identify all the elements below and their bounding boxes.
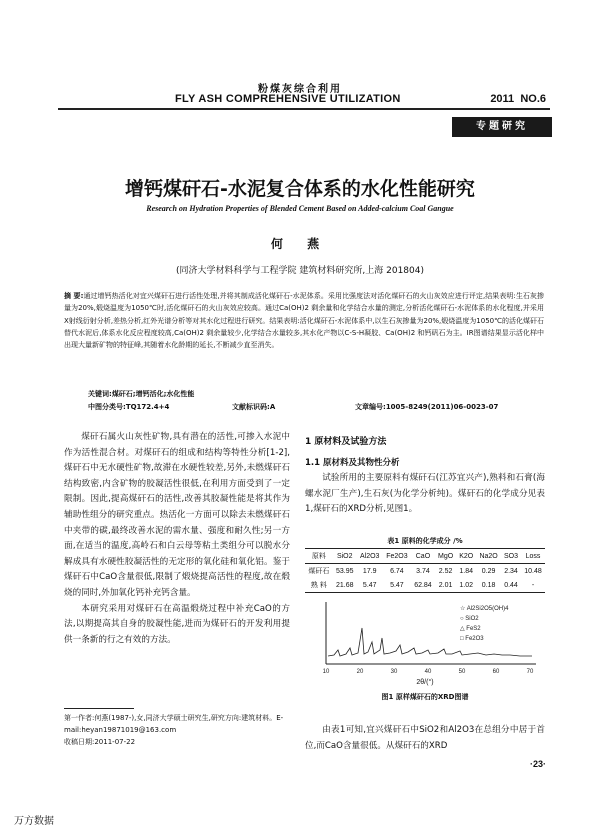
table-cell: 2.34	[504, 567, 518, 575]
clc-number	[88, 402, 169, 412]
xrd-legend	[460, 605, 509, 642]
paper-title-en: Research on Hydration Properties of Blended Cement Based on Added-calcium Coal Gangue	[146, 204, 454, 213]
table-cell: 3.74	[416, 567, 430, 575]
doc-code-value: A	[269, 403, 276, 411]
article-id	[355, 402, 498, 412]
intro-paragraph-2: 本研究采用对煤矸石在高温煅烧过程中补充CaO的方法,以期提高其自身的胶凝性能,进而为煤矸石的开发利用提供一条新的行之有效的方法。	[64, 603, 290, 645]
clc-value: TQ172.4+4	[125, 403, 170, 411]
footnote	[64, 712, 289, 748]
table-header-cell: Na2O	[479, 552, 498, 560]
table-cell: 0.18	[481, 581, 496, 589]
table-cell: 62.84	[414, 581, 432, 589]
table-header-cell: Fe2O3	[386, 552, 408, 560]
table-cell: 6.74	[390, 567, 404, 575]
page-number: ·23·	[529, 759, 546, 769]
abstract	[64, 290, 544, 351]
legend-item: ☆ Al2Si2O5(OH)4	[460, 606, 509, 612]
article-id-value: 1005-8249(2011)06-0023-07	[385, 403, 499, 411]
journal-title-en: FLY ASH COMPREHENSIVE UTILIZATION	[175, 93, 401, 105]
issue-number: NO.6	[520, 93, 546, 105]
table-row	[305, 564, 545, 579]
table-cell: 1.84	[459, 567, 474, 575]
table-header-cell: MgO	[437, 552, 454, 560]
table-header-cell: CaO	[415, 552, 431, 560]
xrd-figure	[310, 598, 546, 680]
abstract-label: 摘 要:	[64, 292, 84, 300]
table-cell: 10.48	[524, 567, 542, 575]
table-cell: 5.47	[390, 581, 404, 589]
paper-title-cn: 增钙煤矸石-水泥复合体系的水化性能研究	[125, 178, 475, 200]
clc-label: 中图分类号:	[88, 403, 126, 411]
intro-paragraph-1: 煤矸石属火山灰性矿物,具有潜在的活性,可掺入水泥中作为活性混合材。对煤矸石的组成和结构等特性分析[1-2],煤矸石中无水硬性矿物,故滞在水硬性较差,另外,未燃煤矸石结构致密,内含矿物的胶凝活性很低,在利用方面受到了一定限制。因此,提高煤矸石的活性,改善其胶凝性能是将其作为辅助性组分的研究重点。热活化一方面可以除去未燃煤矸石中夹带的碳,最终改善水泥的需水量、强度和耐久性;另一方面,在适当的温度,高岭石和白云母等粘土类组分可以脱水分解成具有水硬性胶凝活性的无定形的氧化硅和氧化铝。鉴于煤矸石中CaO含量很低,限制了煅烧提高活性的程度,故在煅烧的同时,外加氧化钙补充钙含量。	[64, 432, 290, 598]
doc-code-label: 文献标识码:	[232, 403, 270, 411]
table1-caption: 表1 原料的化学成分 /%	[387, 537, 463, 545]
abstract-text: 通过增钙热活化对宜兴煤矸石进行活性处理,并将其制成活化煤矸石-水泥体系。采用比强度法对活化煤矸石的火山灰效应进行评定,结果表明:生石灰掺量为20%,煅烧温度为1050℃时,活化煤矸石的火山灰效应较高。通过Ca(OH)2 剩余量和化学结合水量的测定,分析活化煤矸石-水泥体系的水化程度,并采用X射线衍射分析,差热分析,红外光谱分析等对其水化过程进行研究。结果表明:活化煤矸石-水泥体系中,以生石灰掺量为20%,煅烧温度为1050℃的活化煤矸石替代水泥后,体系水化反应程度较高,Ca(OH)2 剩余量较少,化学结合水量较多,其水化产物以C-S-H凝胶、Ca(OH)2 和钙矾石为主。IR图谱结果显示活化样中出现大量新矿物的特征峰,其随着水化龄期的延长,不断减少直至消失。	[64, 292, 544, 350]
table-cell: 5.47	[362, 581, 377, 589]
table-header-cell: Al2O3	[360, 552, 380, 560]
table-cell: 2.52	[438, 567, 453, 575]
table1-header-row	[305, 549, 545, 564]
x-tick-label: 20	[356, 669, 364, 675]
table-cell: 0.44	[504, 581, 518, 589]
table1	[305, 548, 545, 593]
left-column	[64, 430, 290, 648]
xrd-pattern-line	[328, 628, 532, 656]
x-tick-label: 10	[322, 669, 330, 675]
section-badge: 专题研究	[452, 117, 552, 137]
table-header-cell: SiO2	[336, 552, 353, 560]
footnote-rule	[64, 708, 134, 709]
materials-paragraph	[305, 471, 545, 518]
table-cell: 53.95	[335, 567, 354, 575]
analysis-text: 由表1可知,宜兴煤矸石中SiO2和Al2O3在总组分中居于首位,而CaO含量很低。从煤矸石的XRD	[305, 725, 545, 751]
table-cell: -	[531, 581, 535, 589]
issue-info	[490, 93, 546, 105]
table-header-cell: K2O	[459, 552, 474, 560]
table-header-cell: 原料	[311, 553, 326, 560]
received-date: 收稿日期:2011-07-22	[64, 738, 136, 746]
author-name: 何 燕	[270, 237, 330, 251]
materials-text: 试验所用的主要原料有煤矸石(江苏宜兴产),熟料和石膏(海螺水泥厂生产),生石灰(为化学分析纯)。煤矸石的化学成分见表1,煤矸石的XRD分析,见图1。	[305, 473, 545, 515]
legend-item: △ FeS2	[460, 626, 481, 632]
section-heading: 1 原材料及试验方法	[305, 437, 387, 447]
x-tick-labels	[323, 669, 534, 675]
author-info: 第一作者:何燕(1987-),女,同济大学硕士研究生,研究方向:建筑材料。E-mail:heyan19871019@163.com	[64, 714, 284, 734]
legend-item: □ Fe2O3	[460, 636, 484, 642]
x-tick-label: 60	[492, 669, 500, 675]
table-cell: 2.01	[438, 581, 453, 589]
x-axis-label: 2θ/(°)	[416, 679, 434, 686]
issue-year: 2011	[490, 93, 515, 105]
keywords-text: 煤矸石;增钙活化;水化性能	[111, 390, 195, 398]
table-cell: 1.02	[459, 581, 474, 589]
table-cell: 0.29	[481, 567, 496, 575]
header-rule	[58, 108, 550, 110]
keywords-label: 关键词:	[88, 390, 112, 398]
affiliation: (同济大学材料科学与工程学院 建筑材料研究所,上海 201804)	[176, 266, 424, 276]
table-cell: 21.68	[335, 581, 354, 589]
x-tick-label: 40	[424, 669, 432, 675]
table-row	[305, 578, 545, 593]
table-header-cell: SO3	[504, 552, 519, 560]
x-tick-label: 50	[458, 669, 466, 675]
figure1-caption: 图1 原样煤矸石的XRD图谱	[381, 693, 469, 701]
table-cell: 17.9	[362, 567, 377, 575]
analysis-paragraph	[305, 723, 545, 754]
table-cell: 熟 料	[310, 582, 327, 589]
table-cell: 煤矸石	[308, 568, 330, 575]
article-id-label: 文章编号:	[355, 403, 386, 411]
x-tick-label: 70	[526, 669, 534, 675]
subsection-heading: 1.1 原材料及其物性分析	[305, 458, 400, 468]
source-watermark: 万方数据	[14, 816, 54, 827]
legend-item: ○ SiO2	[460, 616, 479, 622]
keywords	[88, 389, 194, 399]
document-code	[232, 402, 275, 412]
journal-title-cn: 粉煤灰综合利用	[258, 84, 342, 95]
table-header-cell: Loss	[525, 552, 541, 560]
x-tick-label: 30	[390, 669, 398, 675]
